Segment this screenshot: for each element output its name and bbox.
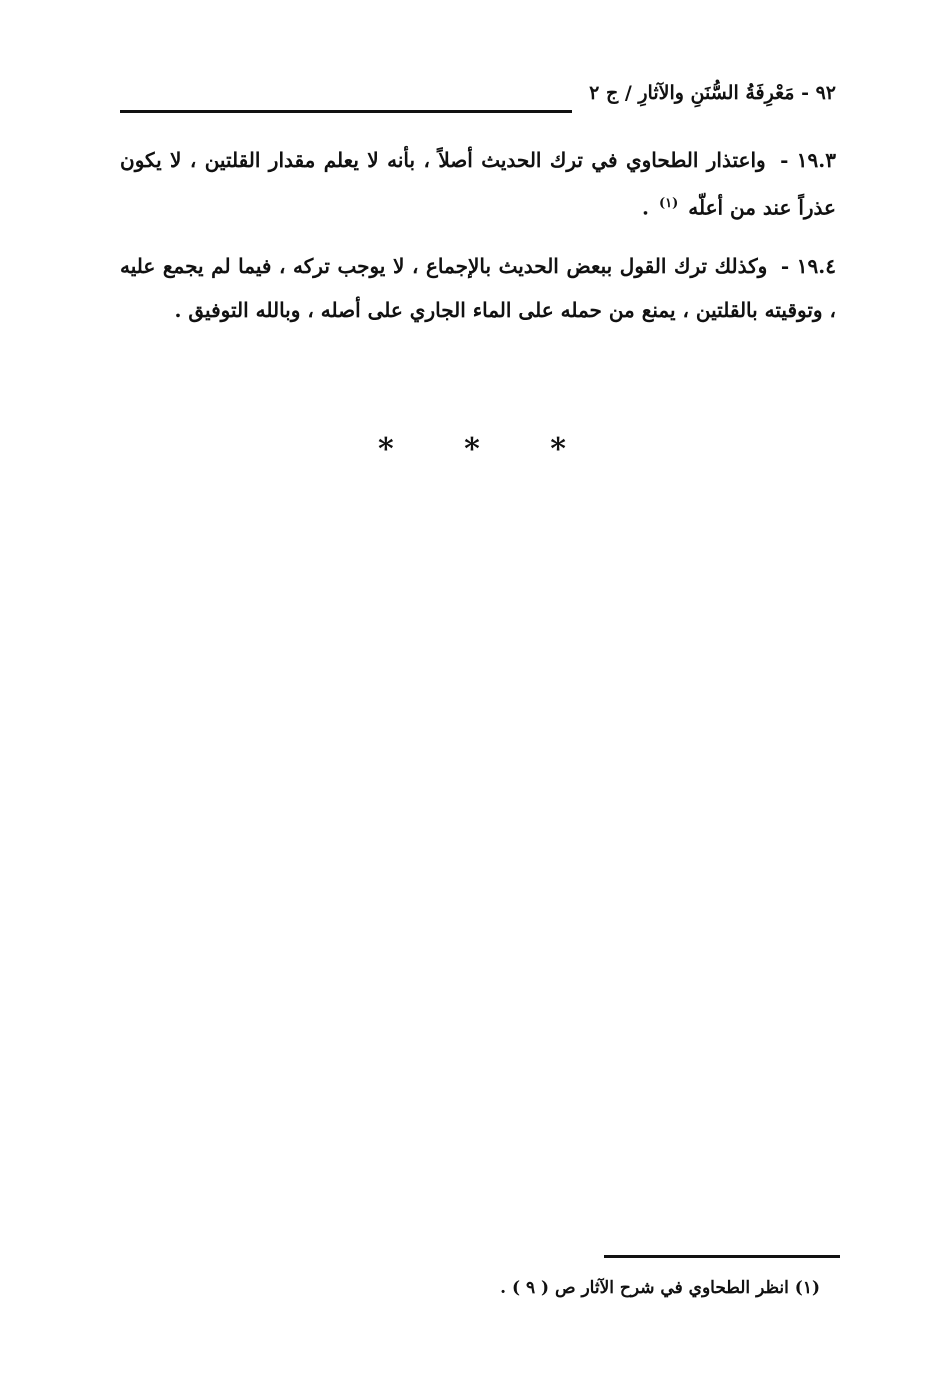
asterisk-icon: * — [377, 432, 394, 467]
page-header-title: ٩٢ - مَعْرِفَةُ السُّنَنِ والآثارِ / ج ٢ — [589, 82, 836, 104]
paragraph-text: وكذلك ترك القول ببعض الحديث بالإجماع ، لا يوجب تركه ، فيما لم يجمع عليه ، وتوقيته بالقلتين ، يمنع من حمله على الماء الجاري على أصله ، وبالله التوفيق . — [120, 253, 836, 322]
page-header — [120, 82, 836, 122]
asterisk-icon: * — [550, 432, 566, 467]
paragraph-number: ١٩.٤ - — [780, 253, 836, 278]
paragraph-text-end: . — [642, 195, 649, 220]
asterisk-icon: * — [464, 432, 480, 467]
footnote-rule — [604, 1255, 840, 1258]
header-rule — [120, 110, 572, 113]
footnote-reference[interactable]: (١) — [658, 196, 679, 211]
paragraph-1 — [120, 138, 836, 230]
section-separator — [0, 432, 944, 467]
paragraph-text: واعتذار الطحاوي في ترك الحديث أصلاً ، بأنه لا يعلم مقدار القلتين ، لا يكون عذراً عند من أعلّه — [120, 148, 836, 220]
main-text — [120, 138, 836, 346]
footnote: (١) انظر الطحاوي في شرح الآثار ص ( ٩ ) . — [500, 1278, 820, 1298]
paragraph-2 — [120, 244, 836, 332]
paragraph-number: ١٩.٣ - — [780, 148, 836, 172]
